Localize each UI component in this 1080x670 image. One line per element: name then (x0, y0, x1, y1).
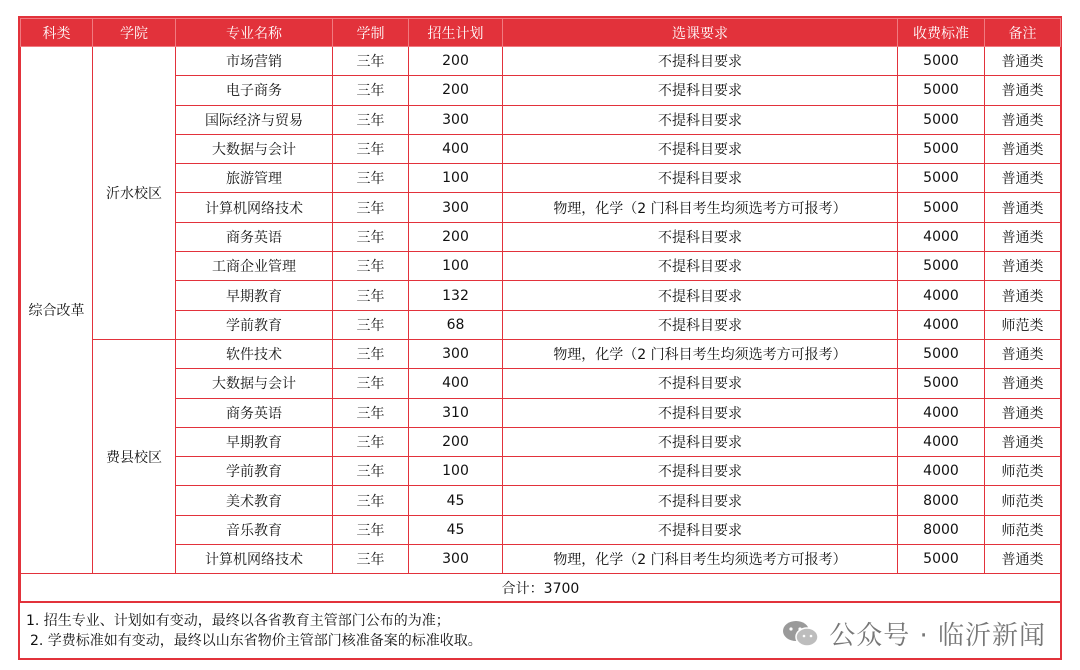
duration-cell: 三年 (333, 515, 409, 544)
plan-cell: 100 (409, 252, 503, 281)
header-note: 备注 (985, 19, 1061, 47)
major-cell: 商务英语 (176, 398, 333, 427)
plan-cell: 100 (409, 457, 503, 486)
plan-cell: 300 (409, 339, 503, 368)
table-row (21, 369, 1061, 398)
header-plan: 招生计划 (409, 19, 503, 47)
fee-cell: 8000 (898, 515, 985, 544)
duration-cell: 三年 (333, 164, 409, 193)
duration-cell: 三年 (333, 398, 409, 427)
major-cell: 大数据与会计 (176, 369, 333, 398)
fee-cell: 5000 (898, 105, 985, 134)
requirement-cell: 不提科目要求 (503, 76, 898, 105)
duration-cell: 三年 (333, 486, 409, 515)
major-cell: 早期教育 (176, 427, 333, 456)
total-row (21, 574, 1061, 603)
campus-cell: 费县校区 (93, 339, 176, 573)
requirement-cell: 物理，化学（2 门科目考生均须选考方可报考） (503, 545, 898, 574)
note-cell: 普通类 (985, 222, 1061, 251)
wechat-icon (781, 619, 821, 649)
table-row (21, 486, 1061, 515)
table-row (21, 164, 1061, 193)
note-cell: 普通类 (985, 193, 1061, 222)
fee-cell: 4000 (898, 457, 985, 486)
plan-cell: 200 (409, 427, 503, 456)
duration-cell: 三年 (333, 105, 409, 134)
category-cell: 综合改革 (21, 47, 93, 574)
fee-cell: 4000 (898, 427, 985, 456)
requirement-cell: 不提科目要求 (503, 457, 898, 486)
duration-cell: 三年 (333, 252, 409, 281)
note-cell: 普通类 (985, 105, 1061, 134)
duration-cell: 三年 (333, 369, 409, 398)
table-row (21, 427, 1061, 456)
note-cell: 师范类 (985, 310, 1061, 339)
fee-cell: 5000 (898, 339, 985, 368)
header-college: 学院 (93, 19, 176, 47)
major-cell: 音乐教育 (176, 515, 333, 544)
requirement-cell: 不提科目要求 (503, 369, 898, 398)
note-cell: 普通类 (985, 427, 1061, 456)
fee-cell: 5000 (898, 545, 985, 574)
major-cell: 大数据与会计 (176, 134, 333, 163)
total-cell: 合计：3700 (21, 574, 1061, 603)
table-row (21, 47, 1061, 76)
fee-cell: 8000 (898, 486, 985, 515)
major-cell: 软件技术 (176, 339, 333, 368)
table-row (21, 457, 1061, 486)
table-row (21, 105, 1061, 134)
watermark (781, 615, 1046, 652)
duration-cell: 三年 (333, 76, 409, 105)
note-cell: 普通类 (985, 252, 1061, 281)
major-cell: 旅游管理 (176, 164, 333, 193)
table-row (21, 339, 1061, 368)
duration-cell: 三年 (333, 193, 409, 222)
plan-cell: 300 (409, 105, 503, 134)
note-cell: 师范类 (985, 515, 1061, 544)
fee-cell: 4000 (898, 310, 985, 339)
plan-cell: 400 (409, 134, 503, 163)
major-cell: 学前教育 (176, 457, 333, 486)
header-fee: 收费标准 (898, 19, 985, 47)
fee-cell: 5000 (898, 252, 985, 281)
requirement-cell: 不提科目要求 (503, 486, 898, 515)
enrollment-plan-table (20, 18, 1061, 603)
major-cell: 国际经济与贸易 (176, 105, 333, 134)
header-category: 科类 (21, 19, 93, 47)
requirement-cell: 不提科目要求 (503, 515, 898, 544)
table-row (21, 545, 1061, 574)
table-row (21, 281, 1061, 310)
duration-cell: 三年 (333, 339, 409, 368)
enrollment-plan-sheet (18, 16, 1062, 660)
fee-cell: 4000 (898, 222, 985, 251)
table-body (21, 47, 1061, 574)
requirement-cell: 不提科目要求 (503, 134, 898, 163)
duration-cell: 三年 (333, 47, 409, 76)
table-row (21, 76, 1061, 105)
fee-cell: 5000 (898, 134, 985, 163)
duration-cell: 三年 (333, 310, 409, 339)
duration-cell: 三年 (333, 427, 409, 456)
note-cell: 普通类 (985, 545, 1061, 574)
header-row (21, 19, 1061, 47)
table-row (21, 398, 1061, 427)
duration-cell: 三年 (333, 222, 409, 251)
fee-cell: 5000 (898, 76, 985, 105)
note-cell: 普通类 (985, 369, 1061, 398)
table-row (21, 252, 1061, 281)
requirement-cell: 不提科目要求 (503, 427, 898, 456)
fee-cell: 4000 (898, 398, 985, 427)
watermark-text: 公众号 · 临沂新闻 (829, 621, 1046, 651)
table-row (21, 515, 1061, 544)
fee-cell: 4000 (898, 281, 985, 310)
header-requirement: 选课要求 (503, 19, 898, 47)
requirement-cell: 不提科目要求 (503, 281, 898, 310)
campus-cell: 沂水校区 (93, 47, 176, 340)
requirement-cell: 不提科目要求 (503, 47, 898, 76)
table-row (21, 134, 1061, 163)
note-cell: 普通类 (985, 76, 1061, 105)
major-cell: 早期教育 (176, 281, 333, 310)
plan-cell: 45 (409, 515, 503, 544)
requirement-cell: 不提科目要求 (503, 310, 898, 339)
duration-cell: 三年 (333, 281, 409, 310)
duration-cell: 三年 (333, 457, 409, 486)
header-major: 专业名称 (176, 19, 333, 47)
major-cell: 电子商务 (176, 76, 333, 105)
major-cell: 市场营销 (176, 47, 333, 76)
note-cell: 普通类 (985, 339, 1061, 368)
plan-cell: 310 (409, 398, 503, 427)
plan-cell: 300 (409, 545, 503, 574)
note-cell: 普通类 (985, 47, 1061, 76)
duration-cell: 三年 (333, 545, 409, 574)
note-line: 2. 学费标准如有变动，最终以山东省物价主管部门核准备案的标准收取。 (30, 633, 482, 649)
requirement-cell: 不提科目要求 (503, 252, 898, 281)
fee-cell: 5000 (898, 47, 985, 76)
major-cell: 工商企业管理 (176, 252, 333, 281)
plan-cell: 45 (409, 486, 503, 515)
requirement-cell: 不提科目要求 (503, 222, 898, 251)
note-cell: 普通类 (985, 398, 1061, 427)
major-cell: 美术教育 (176, 486, 333, 515)
requirement-cell: 不提科目要求 (503, 105, 898, 134)
header-duration: 学制 (333, 19, 409, 47)
fee-cell: 5000 (898, 193, 985, 222)
plan-cell: 400 (409, 369, 503, 398)
major-cell: 计算机网络技术 (176, 545, 333, 574)
note-cell: 师范类 (985, 457, 1061, 486)
table-row (21, 222, 1061, 251)
plan-cell: 68 (409, 310, 503, 339)
requirement-cell: 不提科目要求 (503, 164, 898, 193)
fee-cell: 5000 (898, 369, 985, 398)
plan-cell: 200 (409, 76, 503, 105)
top-strip (0, 0, 1080, 14)
note-line: 1. 招生专业、计划如有变动，最终以各省教育主管部门公布的为准； (26, 613, 450, 629)
duration-cell: 三年 (333, 134, 409, 163)
table-row (21, 193, 1061, 222)
major-cell: 商务英语 (176, 222, 333, 251)
table-row (21, 310, 1061, 339)
note-cell: 普通类 (985, 281, 1061, 310)
requirement-cell: 物理，化学（2 门科目考生均须选考方可报考） (503, 193, 898, 222)
major-cell: 计算机网络技术 (176, 193, 333, 222)
note-cell: 师范类 (985, 486, 1061, 515)
plan-cell: 100 (409, 164, 503, 193)
fee-cell: 5000 (898, 164, 985, 193)
note-cell: 普通类 (985, 164, 1061, 193)
plan-cell: 300 (409, 193, 503, 222)
plan-cell: 200 (409, 222, 503, 251)
requirement-cell: 不提科目要求 (503, 398, 898, 427)
note-cell: 普通类 (985, 134, 1061, 163)
plan-cell: 200 (409, 47, 503, 76)
major-cell: 学前教育 (176, 310, 333, 339)
requirement-cell: 物理，化学（2 门科目考生均须选考方可报考） (503, 339, 898, 368)
plan-cell: 132 (409, 281, 503, 310)
